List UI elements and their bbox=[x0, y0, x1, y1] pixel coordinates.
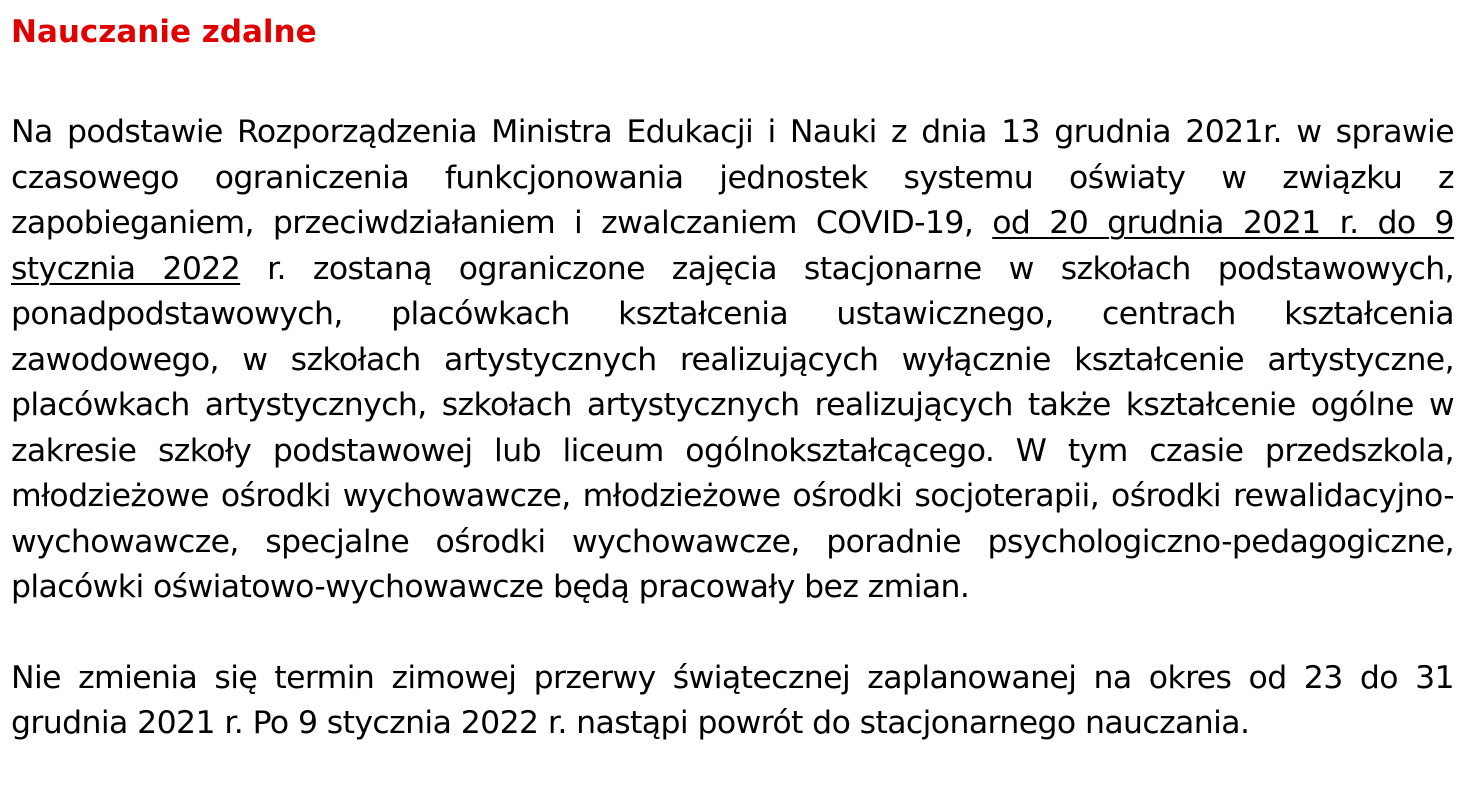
date-range-underlined: od 20 grudnia 2021 r. do 9 stycznia 2022 bbox=[11, 205, 1454, 287]
paragraph-regulation-intro: Na podstawie Rozporządzenia Ministra Edukacji i Nauki z dnia 13 grudnia 2021r. w sprawie czasowego ograniczenia funkcjonowania jednostek systemu oświaty w związku z zapobieganiem, przeciwdziałaniem i zwalczaniem COVID-19, bbox=[11, 114, 1454, 241]
document bbox=[11, 8, 1454, 747]
paragraph-regulation-rest: r. zostaną ograniczone zajęcia stacjonarne w szkołach podstawowych, ponadpodstawowych, placówkach kształcenia ustawicznego, centrach kształcenia zawodowego, w szkołach artystycznych realizujących wyłącznie kształcenie artystyczne, placówkach artystycznych, szkołach artystycznych realizujących także kształcenie ogólne w zakresie szkoły podstawowej lub liceum ogólnokształcącego. W tym czasie przedszkola, młodzieżowe ośrodki wychowawcze, młodzieżowe ośrodki socjoterapii, ośrodki rewalidacyjno-wychowawcze, specjalne ośrodki wychowawcze, poradnie psychologiczno-pedagogiczne, placówki oświatowo-wychowawcze będą pracowały bez zmian. bbox=[11, 250, 1454, 605]
paragraph-winter-break: Nie zmienia się termin zimowej przerwy świątecznej zaplanowanej na okres od 23 do 31 grudnia 2021 r. Po 9 stycznia 2022 r. nastąpi powrót do stacjonarnego nauczania. bbox=[11, 659, 1454, 741]
document-title: Nauczanie zdalne bbox=[11, 14, 317, 50]
paragraph-regulation bbox=[11, 110, 1454, 611]
